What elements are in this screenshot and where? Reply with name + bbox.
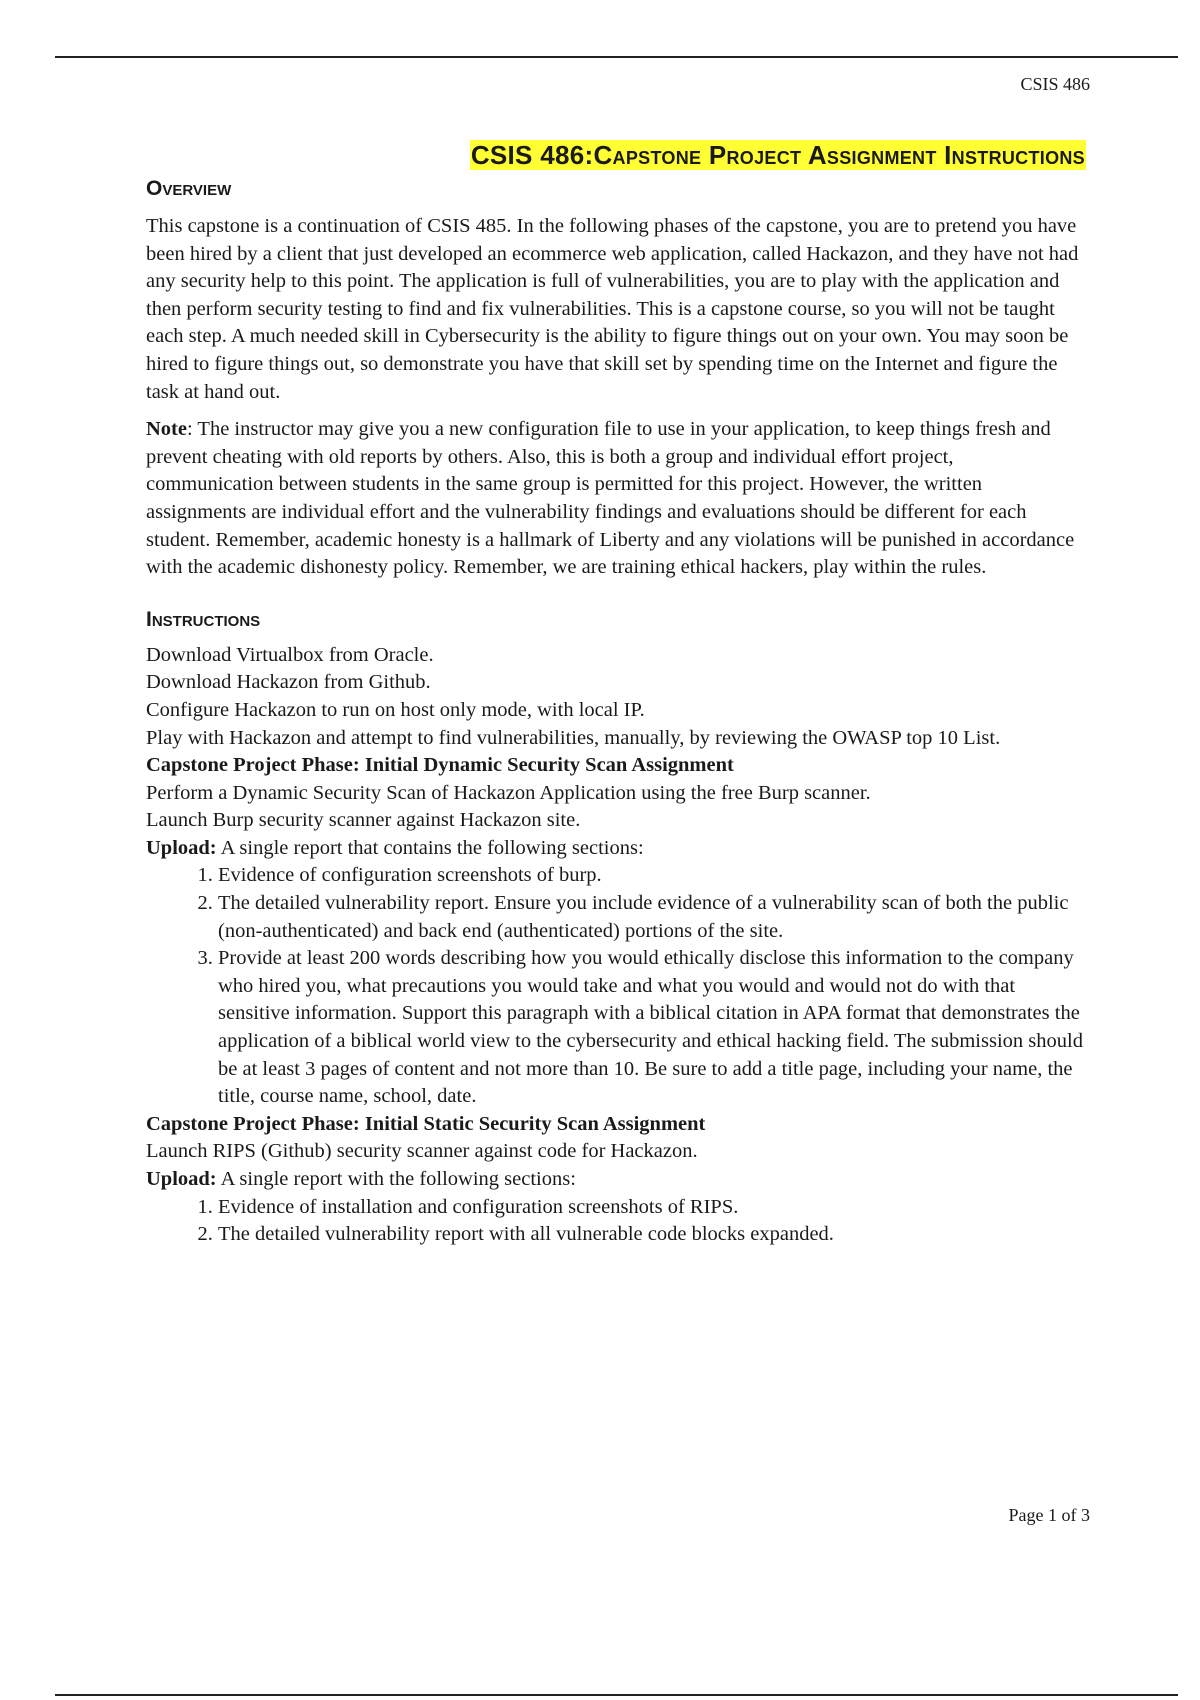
header-rule [55, 56, 1178, 58]
overview-heading: Overview [146, 177, 232, 200]
phase1-steps [146, 862, 1086, 1110]
phase2-step: 1. Evidence of installation and configuration screenshots of RIPS. [218, 1194, 1086, 1222]
footer-rule [55, 1694, 1178, 1696]
note-paragraph [146, 416, 1086, 582]
overview-paragraph: This capstone is a continuation of CSIS 485. In the following phases of the capstone, you are to pretend you have been hired by a client that just developed an ecommerce web application, called Hackazon, and they have not had any security help to this point. The application is full of vulnerabilities, you are to play with the application and then perform security testing to find and fix vulnerabilities. This is a capstone course, so you will not be taught each step. A much needed skill in Cybersecurity is the ability to figure things out on your own. You may soon be hired to figure things out, so demonstrate you have that skill set by spending time on the Internet and figure the task at hand out. [146, 215, 1079, 403]
upload-text: A single report with the following sections: [216, 1168, 576, 1190]
instruction-line: Play with Hackazon and attempt to find vulnerabilities, manually, by reviewing the OWASP top 10 List. [146, 726, 1001, 749]
upload-label: Upload: [146, 1168, 217, 1190]
phase2-heading: Capstone Project Phase: Initial Static Security Scan Assignment [146, 1112, 706, 1135]
document-title [146, 140, 1086, 171]
phase1-section [146, 752, 1086, 862]
page-number: Page 1 of 3 [1008, 1505, 1090, 1525]
header-course-code: CSIS 486 [1020, 74, 1090, 94]
instruction-line: Download Virtualbox from Oracle. [146, 643, 434, 666]
phase1-heading: Capstone Project Phase: Initial Dynamic Security Scan Assignment [146, 754, 734, 777]
phase2-line: Launch RIPS (Github) security scanner against code for Hackazon. [146, 1140, 698, 1163]
phase1-upload [146, 835, 1086, 863]
upload-text: A single report that contains the following sections: [216, 836, 644, 859]
phase1-step: 3. Provide at least 200 words describing how you would ethically disclose this information to the company who hired you, what precautions you would take and what you would and would not do with that sensitive information. Support this paragraph with a biblical citation in APA format that demonstrates the application of a biblical world view to the cybersecurity and ethical hacking field. The submission should be at least 3 pages of content and not more than 10. Be sure to add a title page, including your name, the title, course name, school, date. [218, 945, 1086, 1111]
phase1-step: 2. The detailed vulnerability report. Ensure you include evidence of a vulnerability scan of both the public (non-authenticated) and back end (authenticated) portions of the site. [218, 890, 1086, 945]
phase2-upload [146, 1166, 1086, 1194]
phase1-line: Launch Burp security scanner against Hackazon site. [146, 809, 581, 832]
phase2-step: 2. The detailed vulnerability report with all vulnerable code blocks expanded. [218, 1221, 1086, 1249]
note-label: Note [146, 418, 187, 441]
upload-label: Upload: [146, 836, 217, 859]
phase1-line: Perform a Dynamic Security Scan of Hackazon Application using the free Burp scanner. [146, 781, 871, 804]
note-text: : The instructor may give you a new configuration file to use in your application, to keep things fresh and prevent cheating with old reports by others. Also, this is both a group and individual effort project, communication between students in the same group is permitted for this project. However, the written assignments are individual effort and the vulnerability findings and evaluations should be different for each student. Remember, academic honesty is a hallmark of Liberty and any violations will be punished in accordance with the academic dishonesty policy. Remember, we are training ethical hackers, play within the rules. [146, 418, 1075, 579]
phase2-steps [146, 1194, 1086, 1249]
phase1-step: 1. Evidence of configuration screenshots of burp. [218, 862, 1086, 890]
page-content [146, 140, 1086, 1249]
instruction-line: Configure Hackazon to run on host only mode, with local IP. [146, 698, 645, 721]
instructions-list [146, 642, 1086, 752]
instructions-heading: Instructions [146, 607, 261, 631]
document-title-text: CSIS 486:Capstone Project Assignment Instructions [470, 140, 1085, 170]
instruction-line: Download Hackazon from Github. [146, 671, 431, 694]
phase2-section [146, 1111, 1086, 1194]
